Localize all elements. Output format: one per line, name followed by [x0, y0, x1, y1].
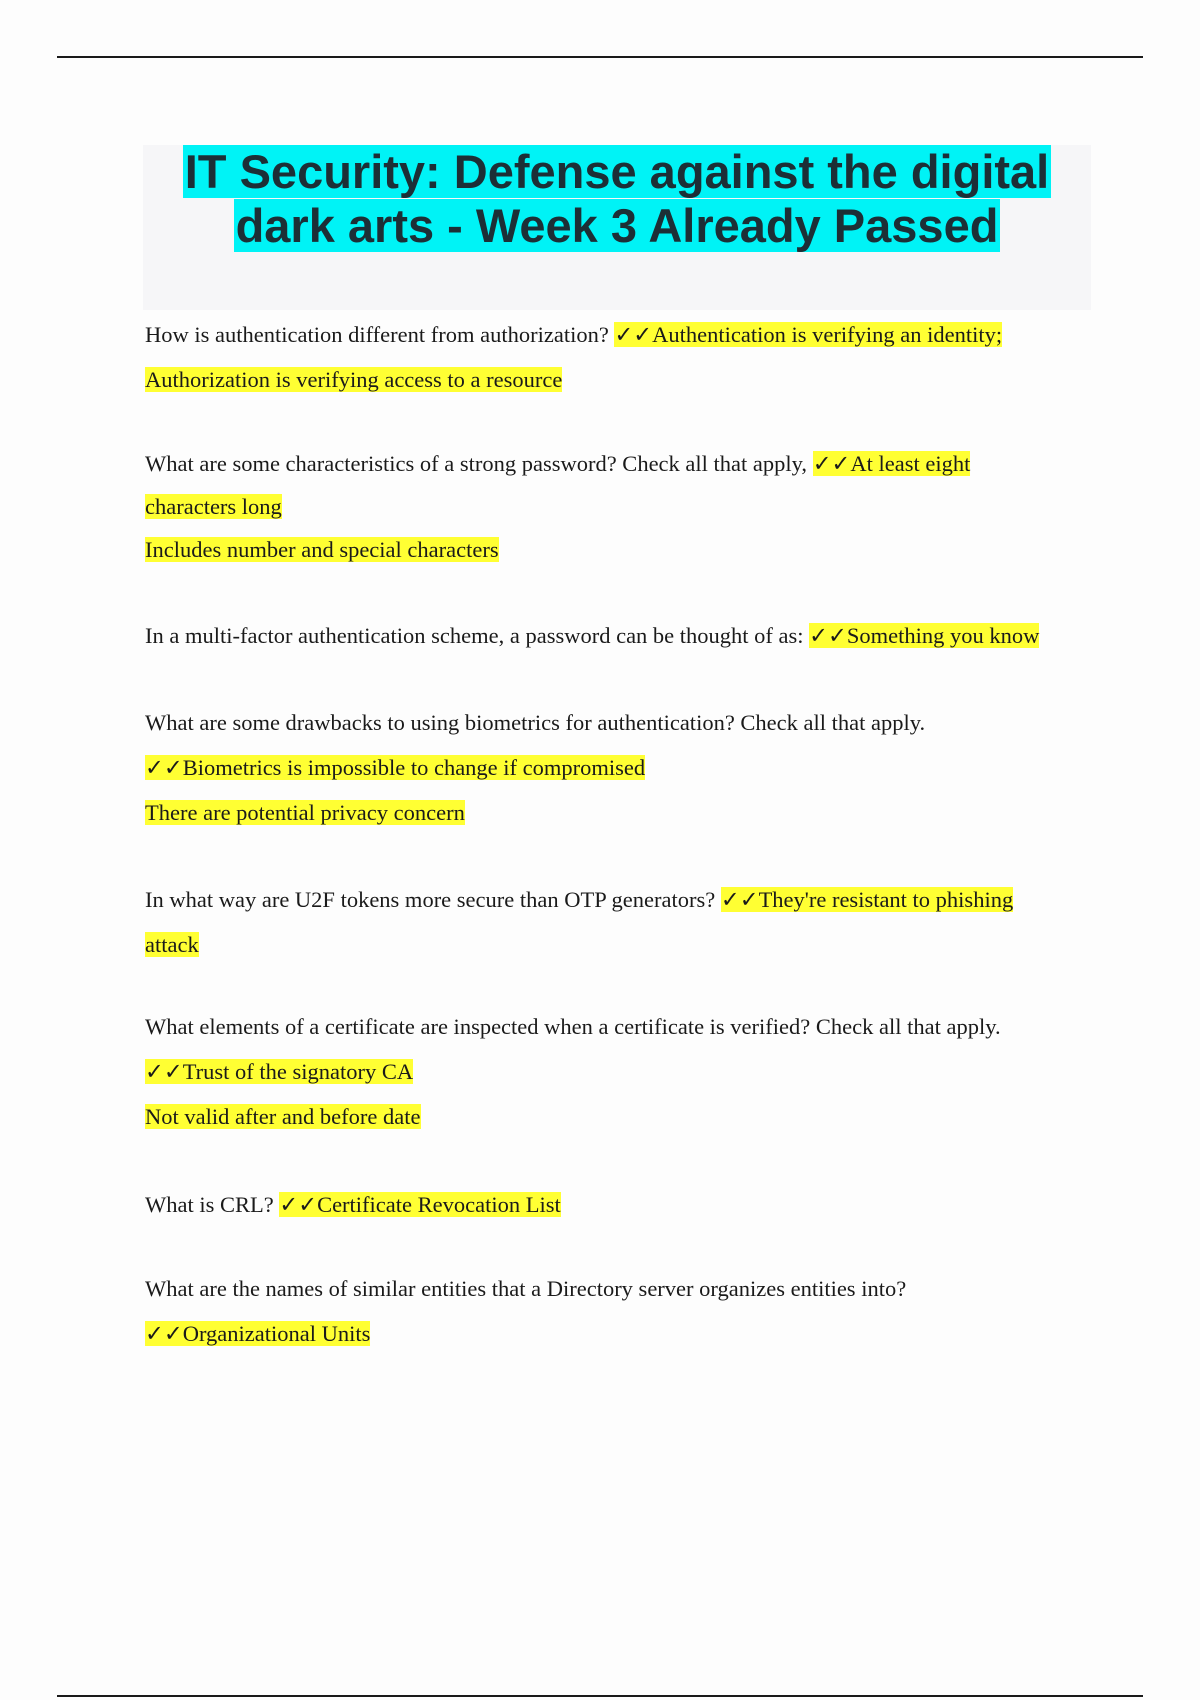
answer-text: Includes number and special characters: [145, 537, 499, 562]
question-text: What elements of a certificate are inspected when a certificate is verified? Check all that apply.: [145, 1014, 1001, 1039]
answer-text: ✓✓Authentication is verifying an identity;: [614, 322, 1003, 347]
page-title: [143, 145, 1091, 253]
answer-text: ✓✓Trust of the signatory CA: [145, 1059, 414, 1084]
qa-item: [145, 877, 1088, 967]
qa-item: [145, 442, 1088, 571]
question-text: In a multi-factor authentication scheme, a password can be thought of as:: [145, 623, 804, 648]
answer-text: ✓✓At least eight: [812, 451, 971, 476]
qa-item: [145, 1182, 1088, 1227]
answer-text: ✓✓Certificate Revocation List: [279, 1192, 561, 1217]
question-text: How is authentication different from authorization?: [145, 322, 609, 347]
qa-item: [145, 1266, 1088, 1356]
question-text: In what way are U2F tokens more secure than OTP generators?: [145, 887, 716, 912]
qa-list: [145, 312, 1088, 1356]
answer-text: ✓✓Something you know: [809, 623, 1040, 648]
title-line-1: IT Security: Defense against the digital: [184, 145, 1050, 198]
bottom-rule: [57, 1695, 1143, 1697]
question-text: What are the names of similar entities that a Directory server organizes entities into?: [145, 1276, 907, 1301]
qa-item: [145, 1004, 1088, 1139]
answer-text: attack: [145, 932, 199, 957]
answer-text: There are potential privacy concern: [145, 800, 465, 825]
qa-item: [145, 700, 1088, 835]
answer-text: ✓✓Biometrics is impossible to change if compromised: [145, 755, 646, 780]
answer-text: characters long: [145, 494, 282, 519]
answer-text: Not valid after and before date: [145, 1104, 421, 1129]
top-rule: [57, 56, 1143, 58]
question-text: What are some characteristics of a strong password? Check all that apply,: [145, 451, 808, 476]
question-text: What is CRL?: [145, 1192, 274, 1217]
question-text: What are some drawbacks to using biometrics for authentication? Check all that apply.: [145, 710, 926, 735]
answer-text: ✓✓Organizational Units: [145, 1321, 371, 1346]
title-line-2: dark arts - Week 3 Already Passed: [235, 199, 999, 252]
answer-text: ✓✓They're resistant to phishing: [720, 887, 1014, 912]
answer-text: Authorization is verifying access to a resource: [145, 367, 563, 392]
qa-item: [145, 312, 1088, 402]
qa-item: [145, 613, 1088, 658]
